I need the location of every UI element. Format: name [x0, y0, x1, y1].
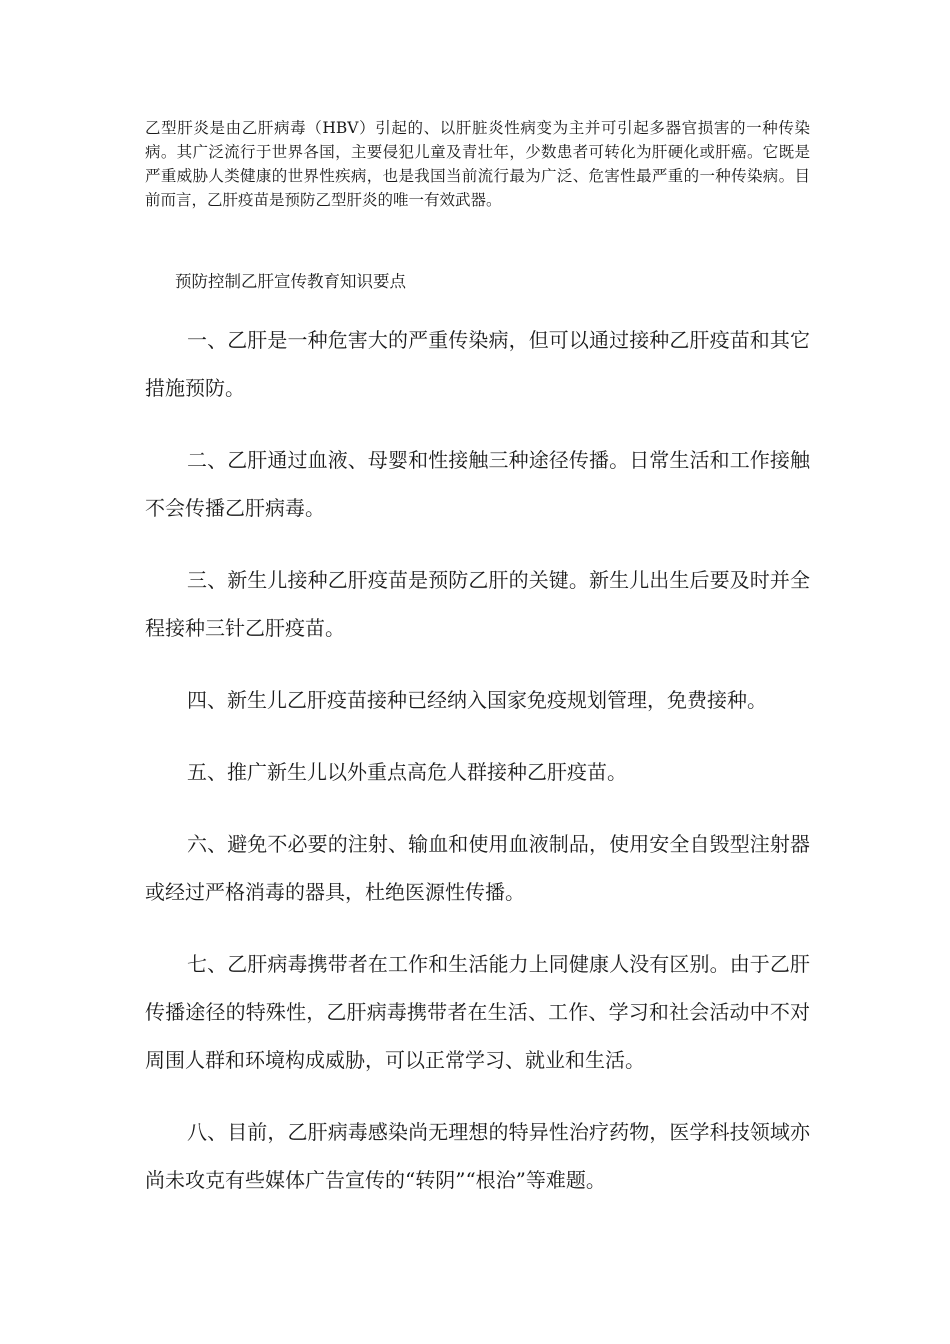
knowledge-point-7: 七、乙肝病毒携带者在工作和生活能力上同健康人没有区别。由于乙肝传播途径的特殊性，乙肝病毒携带者在生活、工作、学习和社会活动中不对周围人群和环境构成威胁，可以正常学习、就业和生活。 [145, 952, 810, 1072]
knowledge-point-2: 二、乙肝通过血液、母婴和性接触三种途径传播。日常生活和工作接触不会传播乙肝病毒。 [145, 448, 810, 520]
knowledge-point-8: 八、目前，乙肝病毒感染尚无理想的特异性治疗药物，医学科技领域亦尚未攻克有些媒体广告宣传的“转阴”“根治”等难题。 [145, 1120, 810, 1192]
knowledge-point-6: 六、避免不必要的注射、输血和使用血液制品，使用安全自毁型注射器或经过严格消毒的器具，杜绝医源性传播。 [145, 832, 810, 904]
intro-paragraph: 乙型肝炎是由乙肝病毒（HBV）引起的、以肝脏炎性病变为主并可引起多器官损害的一种传染病。其广泛流行于世界各国，主要侵犯儿童及青壮年，少数患者可转化为肝硬化或肝癌。它既是严重威胁人类健康的世界性疾病，也是我国当前流行最为广泛、危害性最严重的一种传染病。目前而言，乙肝疫苗是预防乙型肝炎的唯一有效武器。 [145, 119, 810, 209]
knowledge-point-4: 四、新生儿乙肝疫苗接种已经纳入国家免疫规划管理，免费接种。 [187, 688, 767, 712]
knowledge-point-5: 五、推广新生儿以外重点高危人群接种乙肝疫苗。 [187, 760, 627, 784]
knowledge-point-3: 三、新生儿接种乙肝疫苗是预防乙肝的关键。新生儿出生后要及时并全程接种三针乙肝疫苗。 [145, 568, 810, 640]
knowledge-point-1: 一、乙肝是一种危害大的严重传染病，但可以通过接种乙肝疫苗和其它措施预防。 [145, 328, 810, 400]
section-title: 预防控制乙肝宣传教育知识要点 [175, 272, 406, 291]
knowledge-points-list [145, 316, 810, 1204]
